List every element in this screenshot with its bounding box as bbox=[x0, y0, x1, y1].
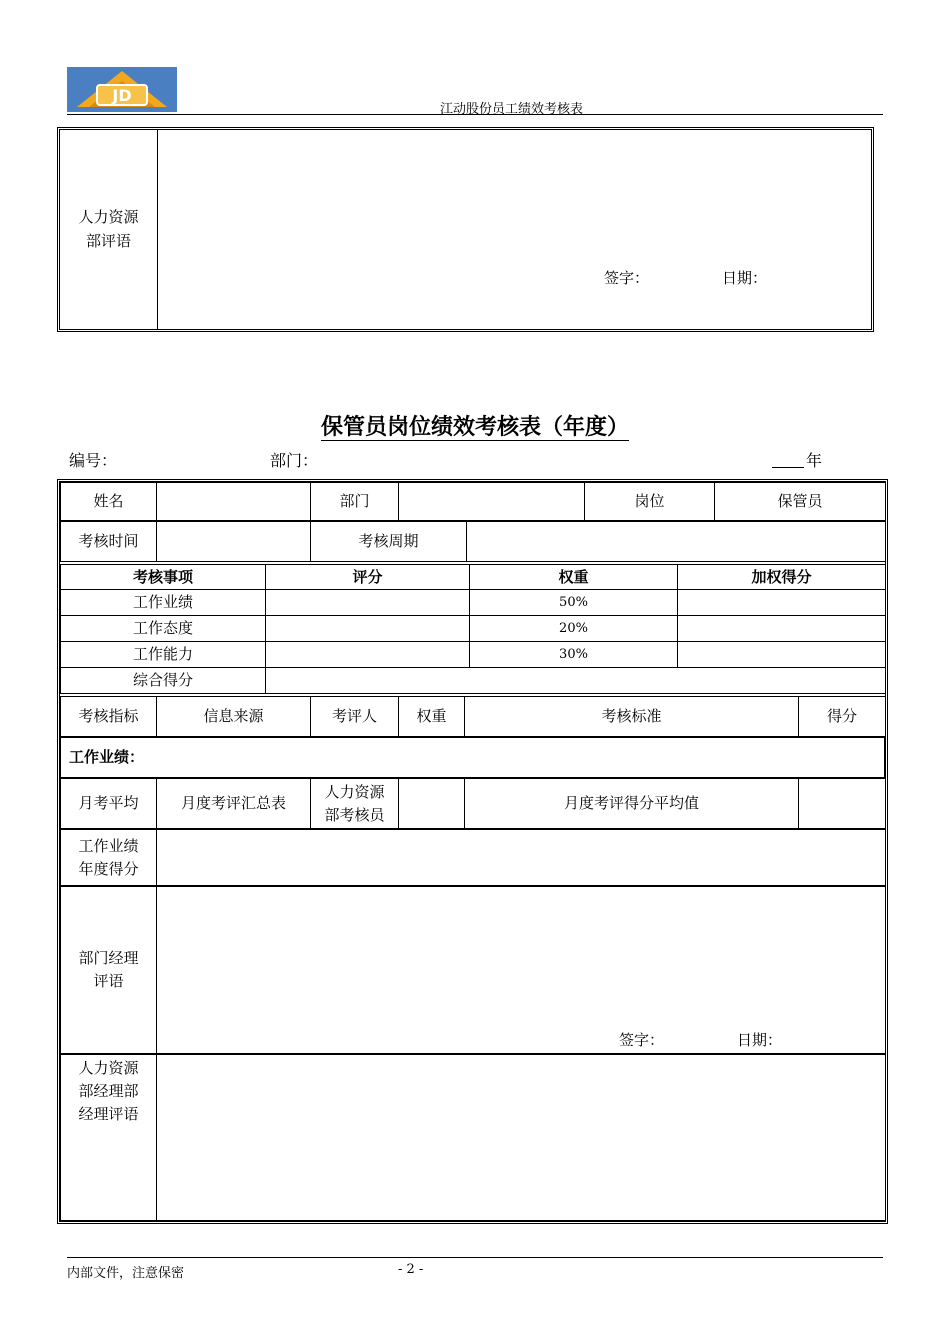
monthly-assessor: 人力资源 部考核员 bbox=[311, 779, 399, 829]
number-label: 编号： bbox=[69, 451, 118, 470]
year-field bbox=[772, 448, 822, 471]
header-divider bbox=[67, 114, 883, 115]
manager-comment-input[interactable] bbox=[157, 887, 886, 1054]
detail-header-standard: 考核标准 bbox=[465, 697, 799, 737]
detail-header-source: 信息来源 bbox=[157, 697, 311, 737]
monthly-source: 月度考评汇总表 bbox=[157, 779, 311, 829]
summary-score-input[interactable] bbox=[266, 616, 470, 642]
year-blank[interactable] bbox=[772, 451, 804, 468]
summary-header-score: 评分 bbox=[266, 565, 470, 590]
dept-label: 部门 bbox=[311, 483, 399, 521]
summary-header-weighted: 加权得分 bbox=[678, 565, 886, 590]
position-value: 保管员 bbox=[715, 483, 886, 521]
summary-header-item: 考核事项 bbox=[61, 565, 266, 590]
summary-item-attitude: 工作态度 bbox=[61, 616, 266, 642]
hr-manager-comment-row bbox=[60, 1054, 886, 1221]
row-period bbox=[60, 521, 886, 562]
name-label: 姓名 bbox=[61, 483, 157, 521]
department-label: 部门： bbox=[270, 451, 319, 470]
detail-header-row bbox=[60, 696, 886, 737]
summary-item-performance: 工作业绩 bbox=[61, 590, 266, 616]
detail-header-score: 得分 bbox=[799, 697, 886, 737]
monthly-average-row bbox=[60, 778, 886, 829]
detail-header-indicator: 考核指标 bbox=[61, 697, 157, 737]
dept-input[interactable] bbox=[399, 483, 585, 521]
summary-weight: 20% bbox=[470, 616, 678, 642]
summary-header-weight: 权重 bbox=[470, 565, 678, 590]
period-time-label: 考核时间 bbox=[61, 522, 157, 562]
detail-header-weight: 权重 bbox=[399, 697, 465, 737]
manager-signature-label: 签字： bbox=[619, 1031, 665, 1049]
total-score-label: 综合得分 bbox=[61, 668, 266, 694]
cycle-label: 考核周期 bbox=[311, 522, 467, 562]
detail-header-assessor: 考评人 bbox=[311, 697, 399, 737]
confidential-notice: 内部文件，注意保密 bbox=[67, 1266, 185, 1281]
summary-table bbox=[60, 564, 886, 694]
logo-text: JD bbox=[112, 86, 132, 105]
summary-item-ability: 工作能力 bbox=[61, 642, 266, 668]
document-header-title: 江动股份员工绩效考核表 bbox=[440, 102, 584, 117]
hr-manager-comment-label: 人力资源 部经理部 经理评语 bbox=[61, 1055, 157, 1221]
summary-weight: 30% bbox=[470, 642, 678, 668]
position-label: 岗位 bbox=[585, 483, 715, 521]
cycle-input[interactable] bbox=[467, 522, 886, 562]
footer-divider bbox=[67, 1257, 883, 1258]
manager-date-label: 日期： bbox=[737, 1031, 783, 1049]
summary-score-input[interactable] bbox=[266, 642, 470, 668]
hr-comment-box bbox=[57, 127, 874, 332]
summary-weighted-input[interactable] bbox=[678, 642, 886, 668]
manager-comment-label: 部门经理 评语 bbox=[61, 887, 157, 1054]
period-time-input[interactable] bbox=[157, 522, 311, 562]
hr-manager-comment-input[interactable] bbox=[157, 1055, 886, 1221]
annual-score-row bbox=[60, 829, 886, 886]
performance-section-label: 工作业绩： bbox=[61, 738, 885, 778]
monthly-score-input[interactable] bbox=[799, 779, 886, 829]
summary-weighted-input[interactable] bbox=[678, 616, 886, 642]
monthly-standard: 月度考评得分平均值 bbox=[465, 779, 799, 829]
monthly-indicator: 月考平均 bbox=[61, 779, 157, 829]
summary-weighted-input[interactable] bbox=[678, 590, 886, 616]
annual-score-input[interactable] bbox=[157, 830, 886, 886]
company-logo bbox=[67, 67, 177, 112]
annual-score-label: 工作业绩 年度得分 bbox=[61, 830, 157, 886]
summary-score-input[interactable] bbox=[266, 590, 470, 616]
signature-label: 签字： bbox=[604, 269, 650, 287]
date-label: 日期： bbox=[722, 269, 768, 287]
row-basic-info bbox=[60, 482, 886, 521]
performance-section-row bbox=[60, 737, 885, 778]
monthly-weight-input[interactable] bbox=[399, 779, 465, 829]
form-title: 保管员岗位绩效考核表（年度） bbox=[320, 414, 629, 440]
hr-comment-label: 人力资源 部评语 bbox=[78, 208, 139, 250]
total-score-input[interactable] bbox=[266, 668, 886, 694]
manager-comment-row bbox=[60, 886, 886, 1054]
name-input[interactable] bbox=[157, 483, 311, 521]
page-number: - 2 - bbox=[398, 1262, 424, 1277]
year-suffix: 年 bbox=[806, 451, 823, 470]
summary-weight: 50% bbox=[470, 590, 678, 616]
